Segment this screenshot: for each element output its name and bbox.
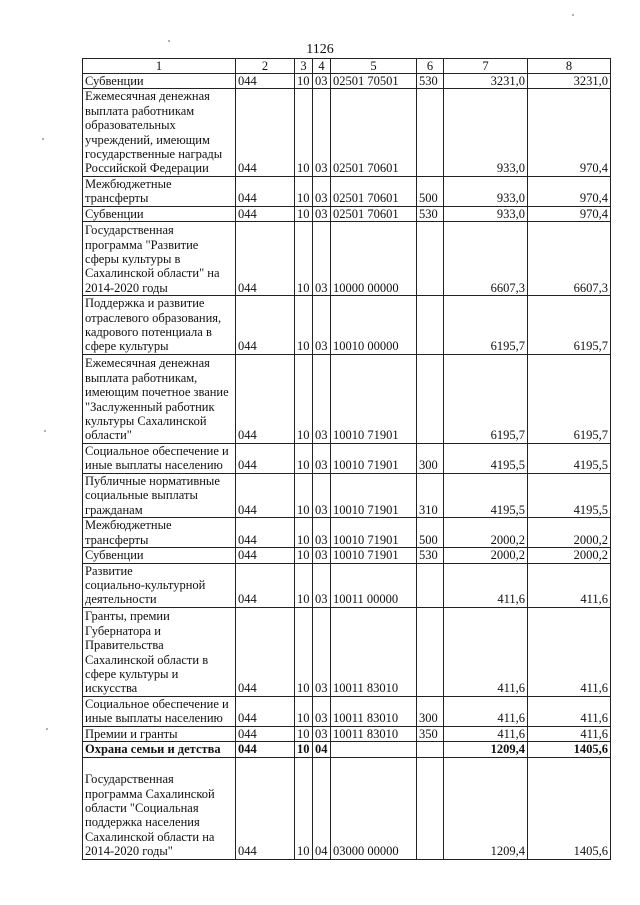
row-amount-year-1: 1209,4 bbox=[444, 742, 528, 757]
row-name: Межбюджетные трансферты bbox=[83, 176, 236, 206]
row-code-admin: 044 bbox=[236, 742, 295, 757]
row-name: Социальное обеспечение и иные выплаты населению bbox=[83, 696, 236, 726]
row-code-subsection: 03 bbox=[313, 222, 331, 296]
row-code-target: 10011 00000 bbox=[331, 563, 417, 607]
row-code-expense-type bbox=[417, 296, 444, 355]
row-amount-year-1: 411,6 bbox=[444, 607, 528, 696]
row-amount-year-1: 2000,2 bbox=[444, 548, 528, 563]
row-code-section: 10 bbox=[295, 354, 313, 443]
row-code-target: 10010 00000 bbox=[331, 296, 417, 355]
row-name: Социальное обеспечение и иные выплаты населению bbox=[83, 443, 236, 473]
row-amount-year-2: 4195,5 bbox=[528, 473, 611, 517]
row-name: Субвенции bbox=[83, 548, 236, 563]
row-code-subsection: 04 bbox=[313, 742, 331, 757]
row-code-section: 10 bbox=[295, 74, 313, 89]
table-row bbox=[83, 757, 611, 859]
row-code-section: 10 bbox=[295, 222, 313, 296]
row-code-admin: 044 bbox=[236, 726, 295, 741]
row-code-subsection: 03 bbox=[313, 726, 331, 741]
row-code-target: 10000 00000 bbox=[331, 222, 417, 296]
row-code-expense-type: 300 bbox=[417, 443, 444, 473]
row-amount-year-1: 2000,2 bbox=[444, 518, 528, 548]
row-code-admin: 044 bbox=[236, 563, 295, 607]
table-row bbox=[83, 563, 611, 607]
row-code-target: 02501 70601 bbox=[331, 176, 417, 206]
row-code-expense-type bbox=[417, 757, 444, 859]
row-name: Охрана семьи и детства bbox=[83, 742, 236, 757]
row-code-expense-type bbox=[417, 563, 444, 607]
row-code-subsection: 04 bbox=[313, 757, 331, 859]
row-code-target: 10010 71901 bbox=[331, 354, 417, 443]
row-amount-year-1: 411,6 bbox=[444, 726, 528, 741]
row-amount-year-2: 3231,0 bbox=[528, 74, 611, 89]
row-code-subsection: 03 bbox=[313, 443, 331, 473]
scan-speck bbox=[572, 14, 574, 16]
row-amount-year-2: 411,6 bbox=[528, 563, 611, 607]
row-amount-year-2: 411,6 bbox=[528, 696, 611, 726]
table-row bbox=[83, 176, 611, 206]
column-header: 2 bbox=[236, 59, 295, 74]
row-code-section: 10 bbox=[295, 518, 313, 548]
row-name: Поддержка и развитие отраслевого образования, кадрового потенциала в сфере культуры bbox=[83, 296, 236, 355]
budget-table bbox=[82, 58, 611, 860]
column-header: 3 bbox=[295, 59, 313, 74]
row-name: Государственная программа Сахалинской области "Социальная поддержка населения Сахалинской области на 2014-2020 годы" bbox=[83, 757, 236, 859]
table-row bbox=[83, 518, 611, 548]
row-code-admin: 044 bbox=[236, 473, 295, 517]
row-code-expense-type bbox=[417, 354, 444, 443]
row-amount-year-1: 6195,7 bbox=[444, 354, 528, 443]
row-code-admin: 044 bbox=[236, 296, 295, 355]
row-code-target: 10010 71901 bbox=[331, 518, 417, 548]
row-code-admin: 044 bbox=[236, 74, 295, 89]
row-code-subsection: 03 bbox=[313, 354, 331, 443]
row-code-section: 10 bbox=[295, 757, 313, 859]
row-code-target: 10011 83010 bbox=[331, 726, 417, 741]
table-row bbox=[83, 473, 611, 517]
row-code-admin: 044 bbox=[236, 696, 295, 726]
row-code-admin: 044 bbox=[236, 443, 295, 473]
row-code-expense-type: 530 bbox=[417, 548, 444, 563]
row-code-subsection: 03 bbox=[313, 296, 331, 355]
scan-speck bbox=[168, 40, 170, 42]
row-code-subsection: 03 bbox=[313, 89, 331, 176]
row-amount-year-2: 4195,5 bbox=[528, 443, 611, 473]
row-amount-year-2: 970,4 bbox=[528, 206, 611, 221]
row-code-section: 10 bbox=[295, 548, 313, 563]
row-code-subsection: 03 bbox=[313, 548, 331, 563]
row-amount-year-1: 933,0 bbox=[444, 89, 528, 176]
row-code-admin: 044 bbox=[236, 607, 295, 696]
column-header: 8 bbox=[528, 59, 611, 74]
row-name: Субвенции bbox=[83, 74, 236, 89]
row-amount-year-2: 411,6 bbox=[528, 726, 611, 741]
row-code-target: 10010 71901 bbox=[331, 473, 417, 517]
row-amount-year-2: 2000,2 bbox=[528, 548, 611, 563]
row-code-admin: 044 bbox=[236, 206, 295, 221]
row-code-expense-type: 500 bbox=[417, 176, 444, 206]
row-code-admin: 044 bbox=[236, 518, 295, 548]
row-code-subsection: 03 bbox=[313, 518, 331, 548]
row-code-subsection: 03 bbox=[313, 696, 331, 726]
row-code-section: 10 bbox=[295, 742, 313, 757]
row-code-subsection: 03 bbox=[313, 206, 331, 221]
row-name: Государственная программа "Развитие сферы культуры в Сахалинской области" на 2014-2020 годы bbox=[83, 222, 236, 296]
table-row bbox=[83, 74, 611, 89]
column-header: 1 bbox=[83, 59, 236, 74]
row-amount-year-1: 4195,5 bbox=[444, 443, 528, 473]
row-name: Межбюджетные трансферты bbox=[83, 518, 236, 548]
row-name: Публичные нормативные социальные выплаты гражданам bbox=[83, 473, 236, 517]
row-amount-year-2: 1405,6 bbox=[528, 757, 611, 859]
row-code-admin: 044 bbox=[236, 176, 295, 206]
row-amount-year-2: 6195,7 bbox=[528, 296, 611, 355]
table-row bbox=[83, 607, 611, 696]
row-code-subsection: 03 bbox=[313, 176, 331, 206]
row-code-section: 10 bbox=[295, 726, 313, 741]
row-code-target: 02501 70601 bbox=[331, 206, 417, 221]
row-name: Премии и гранты bbox=[83, 726, 236, 741]
row-code-target: 02501 70501 bbox=[331, 74, 417, 89]
row-code-expense-type: 300 bbox=[417, 696, 444, 726]
table-row bbox=[83, 742, 611, 757]
row-amount-year-1: 1209,4 bbox=[444, 757, 528, 859]
page-number: 1126 bbox=[306, 42, 334, 57]
row-code-admin: 044 bbox=[236, 757, 295, 859]
table-row bbox=[83, 726, 611, 741]
row-code-target: 10011 83010 bbox=[331, 696, 417, 726]
row-code-expense-type: 310 bbox=[417, 473, 444, 517]
row-amount-year-1: 411,6 bbox=[444, 563, 528, 607]
table-row bbox=[83, 548, 611, 563]
row-code-target: 10011 83010 bbox=[331, 607, 417, 696]
row-name: Ежемесячная денежная выплата работникам образовательных учреждений, имеющим государственные награды Российской Федерации bbox=[83, 89, 236, 176]
table-row bbox=[83, 696, 611, 726]
row-code-target: 10010 71901 bbox=[331, 548, 417, 563]
row-name: Субвенции bbox=[83, 206, 236, 221]
row-name: Ежемесячная денежная выплата работникам, имеющим почетное звание "Заслуженный работник культуры Сахалинской области" bbox=[83, 354, 236, 443]
row-code-subsection: 03 bbox=[313, 74, 331, 89]
row-code-expense-type: 530 bbox=[417, 206, 444, 221]
row-code-section: 10 bbox=[295, 206, 313, 221]
row-code-expense-type: 500 bbox=[417, 518, 444, 548]
column-header: 6 bbox=[417, 59, 444, 74]
row-code-expense-type bbox=[417, 89, 444, 176]
row-amount-year-1: 6607,3 bbox=[444, 222, 528, 296]
table-header-row bbox=[83, 59, 611, 74]
row-amount-year-1: 933,0 bbox=[444, 176, 528, 206]
row-code-section: 10 bbox=[295, 443, 313, 473]
table-row bbox=[83, 296, 611, 355]
row-amount-year-2: 970,4 bbox=[528, 176, 611, 206]
row-code-section: 10 bbox=[295, 696, 313, 726]
column-header: 5 bbox=[331, 59, 417, 74]
row-code-target: 03000 00000 bbox=[331, 757, 417, 859]
row-amount-year-2: 6195,7 bbox=[528, 354, 611, 443]
row-name: Гранты, премии Губернатора и Правительства Сахалинской области в сфере культуры и искусства bbox=[83, 607, 236, 696]
row-amount-year-2: 1405,6 bbox=[528, 742, 611, 757]
row-code-target: 10010 71901 bbox=[331, 443, 417, 473]
row-code-target bbox=[331, 742, 417, 757]
row-code-expense-type bbox=[417, 607, 444, 696]
table-row bbox=[83, 443, 611, 473]
scan-speck bbox=[46, 728, 48, 730]
row-code-expense-type bbox=[417, 222, 444, 296]
row-amount-year-1: 3231,0 bbox=[444, 74, 528, 89]
row-code-section: 10 bbox=[295, 176, 313, 206]
row-code-section: 10 bbox=[295, 607, 313, 696]
row-name: Развитие социально-культурной деятельности bbox=[83, 563, 236, 607]
column-header: 4 bbox=[313, 59, 331, 74]
row-code-subsection: 03 bbox=[313, 607, 331, 696]
row-amount-year-2: 2000,2 bbox=[528, 518, 611, 548]
row-amount-year-2: 6607,3 bbox=[528, 222, 611, 296]
row-amount-year-1: 411,6 bbox=[444, 696, 528, 726]
row-code-section: 10 bbox=[295, 89, 313, 176]
row-code-expense-type: 350 bbox=[417, 726, 444, 741]
table-row bbox=[83, 89, 611, 176]
row-code-expense-type: 530 bbox=[417, 74, 444, 89]
row-code-target: 02501 70601 bbox=[331, 89, 417, 176]
row-code-admin: 044 bbox=[236, 354, 295, 443]
column-header: 7 bbox=[444, 59, 528, 74]
scan-speck bbox=[42, 138, 44, 140]
row-amount-year-1: 4195,5 bbox=[444, 473, 528, 517]
row-amount-year-2: 411,6 bbox=[528, 607, 611, 696]
table-row bbox=[83, 206, 611, 221]
row-code-section: 10 bbox=[295, 473, 313, 517]
row-amount-year-2: 970,4 bbox=[528, 89, 611, 176]
row-code-expense-type bbox=[417, 742, 444, 757]
row-code-admin: 044 bbox=[236, 89, 295, 176]
row-code-admin: 044 bbox=[236, 548, 295, 563]
row-code-subsection: 03 bbox=[313, 473, 331, 517]
row-amount-year-1: 933,0 bbox=[444, 206, 528, 221]
scan-speck bbox=[44, 430, 46, 432]
row-code-admin: 044 bbox=[236, 222, 295, 296]
row-code-section: 10 bbox=[295, 563, 313, 607]
row-code-subsection: 03 bbox=[313, 563, 331, 607]
table-row bbox=[83, 354, 611, 443]
row-code-section: 10 bbox=[295, 296, 313, 355]
row-amount-year-1: 6195,7 bbox=[444, 296, 528, 355]
table-row bbox=[83, 222, 611, 296]
